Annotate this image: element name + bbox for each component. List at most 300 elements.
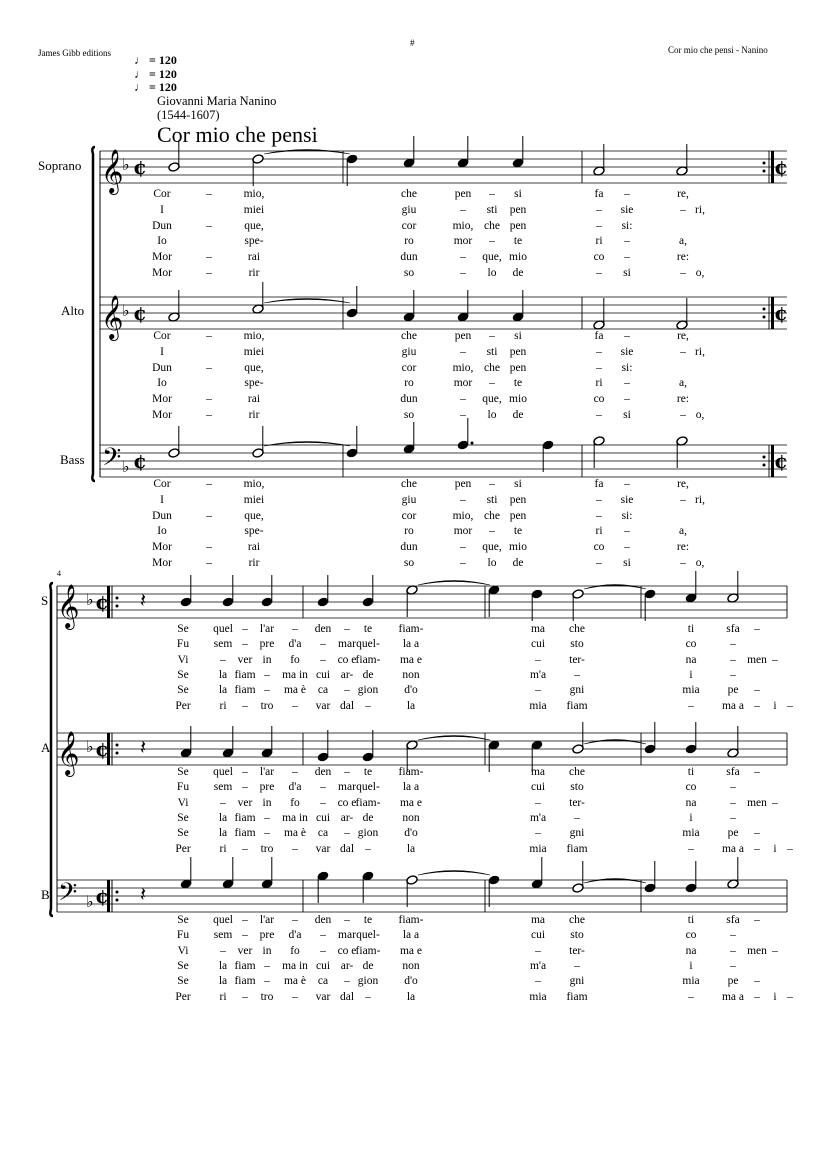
lyric-syllable: sto	[570, 929, 584, 942]
lyric-syllable: sfa	[726, 914, 740, 926]
lyric-syllable: Per	[175, 699, 191, 712]
lyric-syllable: na	[685, 796, 697, 809]
lyric-syllable: la	[218, 668, 228, 681]
lyric-syllable: –	[596, 203, 602, 216]
lyric-syllable: –	[535, 975, 541, 988]
lyric-syllable: pe	[727, 975, 739, 988]
lyric-syllable: mar	[338, 781, 356, 794]
flat-icon: ♭	[122, 457, 130, 476]
lyric-syllable: –	[220, 944, 226, 957]
lyric-syllable: miei	[243, 493, 265, 506]
lyric-syllable: –	[460, 267, 466, 279]
lyric-syllable: fiam-	[398, 766, 424, 778]
tie	[264, 150, 350, 155]
lyric-syllable: Fu	[176, 638, 190, 651]
lyric-syllable: sti	[486, 493, 498, 506]
lyric-syllable: fo	[290, 944, 300, 957]
lyric-syllable: –	[489, 330, 495, 342]
flat-icon: ♭	[122, 301, 130, 320]
lyric-syllable: –	[460, 557, 466, 569]
lyric-syllable: Vi	[177, 653, 189, 666]
lyric-syllable: cui	[315, 959, 331, 972]
tie	[418, 871, 490, 876]
lyric-syllable: quel-	[356, 929, 380, 942]
lyric-syllable: –	[242, 781, 248, 794]
lyric-syllable: si	[623, 409, 631, 421]
lyric-syllable: fa	[594, 478, 604, 490]
lyric-syllable: cor	[401, 219, 417, 232]
lyric-syllable: Mor	[152, 557, 172, 569]
lyric-syllable: –	[242, 638, 248, 651]
lyric-syllable: –	[680, 345, 686, 358]
lyric-syllable: –	[320, 638, 326, 651]
lyric-syllable: ri,	[695, 203, 705, 216]
lyric-syllable: miei	[243, 345, 265, 358]
lyric-syllable: –	[489, 188, 495, 200]
lyric-syllable: –	[754, 914, 760, 926]
lyric-syllable: –	[460, 393, 466, 406]
lyric-syllable: –	[460, 541, 466, 554]
lyric-syllable: si:	[621, 219, 633, 232]
lyric-syllable: –	[754, 990, 760, 1003]
lyric-syllable: i	[689, 959, 693, 972]
lyric-syllable: re:	[676, 251, 690, 264]
lyric-syllable: che	[401, 188, 417, 200]
lyric-syllable: –	[365, 699, 371, 712]
lyric-syllable: d'a	[288, 781, 302, 794]
lyric-syllable: lo	[487, 409, 497, 421]
lyric-syllable: ar-	[340, 668, 354, 681]
lyric-syllable: –	[206, 393, 212, 406]
page-mark: #	[410, 38, 415, 48]
lyric-syllable: sem	[213, 929, 233, 942]
lyric-syllable: de	[362, 668, 374, 681]
lyric-syllable: ma	[530, 766, 546, 778]
lyric-syllable: –	[489, 235, 495, 248]
lyric-syllable: –	[754, 699, 760, 712]
lyric-syllable: Se	[177, 975, 189, 988]
lyric-syllable: fiam	[566, 842, 588, 855]
lyric-syllable: pre	[259, 638, 275, 651]
lyric-syllable: –	[624, 393, 630, 406]
lyric-syllable: pen	[509, 361, 527, 374]
lyric-syllable: sem	[213, 781, 233, 794]
tie	[418, 581, 490, 586]
lyric-syllable: de	[512, 409, 524, 421]
lyric-syllable: –	[206, 330, 212, 342]
lyric-syllable: Se	[177, 914, 189, 926]
lyric-syllable: –	[460, 203, 466, 216]
lyric-syllable: gion	[357, 827, 379, 840]
lyric-syllable: –	[320, 929, 326, 942]
lyric-syllable: –	[730, 811, 736, 824]
lyric-syllable: Io	[157, 235, 167, 248]
lyric-syllable: ma a	[721, 990, 745, 1003]
lyric-syllable: sto	[570, 638, 584, 651]
lyric-syllable: –	[772, 796, 778, 809]
lyric-syllable: pen	[509, 203, 527, 216]
lyric-syllable: la	[218, 684, 228, 697]
lyric-syllable: –	[344, 914, 350, 926]
lyric-syllable: re,	[677, 330, 689, 342]
lyric-syllable: so	[403, 557, 415, 569]
lyric-syllable: che	[569, 914, 585, 926]
lyric-syllable: –	[535, 827, 541, 840]
lyric-syllable: ri,	[695, 493, 705, 506]
lyric-syllable: –	[596, 409, 602, 421]
lyric-syllable: –	[624, 541, 630, 554]
lyric-syllable: ti	[687, 623, 695, 635]
lyric-syllable: sfa	[726, 766, 740, 778]
lyric-syllable: sto	[570, 781, 584, 794]
lyric-syllable: ma e	[399, 944, 423, 957]
lyric-syllable: –	[730, 668, 736, 681]
lyric-syllable: –	[206, 557, 212, 569]
lyric-syllable: Mor	[152, 267, 172, 279]
lyric-syllable: dal	[339, 842, 355, 855]
treble-clef-icon: 𝄞	[57, 731, 80, 775]
lyric-syllable: pre	[259, 781, 275, 794]
lyric-syllable: ma e	[399, 796, 423, 809]
lyric-syllable: cui	[530, 781, 546, 794]
lyric-syllable: ma in	[282, 811, 308, 824]
lyric-syllable: que,	[482, 541, 502, 554]
lyric-syllable: sie	[620, 203, 634, 216]
lyric-syllable: Mor	[152, 251, 172, 264]
lyric-syllable: –	[264, 811, 270, 824]
lyric-syllable: Se	[177, 959, 189, 972]
lyric-syllable: –	[206, 188, 212, 200]
lyric-syllable: i	[773, 842, 777, 855]
lyric-syllable: –	[206, 541, 212, 554]
lyric-syllable: –	[460, 409, 466, 421]
lyric-syllable: te	[363, 623, 373, 635]
lyric-syllable: dun	[400, 541, 418, 554]
lyric-syllable: co e	[337, 796, 357, 809]
lyric-syllable: ri	[219, 990, 227, 1003]
lyric-syllable: fiam-	[398, 914, 424, 926]
lyric-syllable: rir	[248, 409, 260, 421]
lyric-syllable: de	[512, 557, 524, 569]
lyric-syllable: quel-	[356, 781, 380, 794]
lyric-syllable: –	[344, 827, 350, 840]
lyric-syllable: i	[689, 811, 693, 824]
lyric-syllable: mia	[529, 699, 547, 712]
lyric-syllable: gni	[569, 827, 585, 840]
lyric-syllable: co	[593, 251, 605, 264]
lyric-syllable: gni	[569, 975, 585, 988]
lyric-syllable: so	[403, 409, 415, 421]
lyric-syllable: que,	[482, 393, 502, 406]
lyric-syllable: i	[773, 990, 777, 1003]
lyric-syllable: ca	[317, 684, 329, 697]
lyric-syllable: d'o	[404, 975, 418, 988]
instrument-alto: Alto	[61, 303, 85, 318]
lyric-syllable: giu	[401, 493, 417, 506]
lyric-syllable: Fu	[176, 929, 190, 942]
lyric-syllable: –	[460, 345, 466, 358]
lyric-syllable: che	[569, 623, 585, 635]
lyric-syllable: giu	[401, 203, 417, 216]
flat-icon: ♭	[122, 155, 130, 174]
lyric-syllable: –	[320, 796, 326, 809]
lyric-syllable: l'ar	[259, 623, 275, 635]
lyric-syllable: ro	[404, 525, 414, 538]
treble-clef-icon: 𝄞	[57, 584, 80, 628]
lyric-syllable: ar-	[340, 811, 354, 824]
lyric-syllable: sfa	[726, 623, 740, 635]
lyric-syllable: co	[593, 541, 605, 554]
lyric-syllable: –	[292, 842, 298, 855]
lyric-syllable: –	[365, 842, 371, 855]
lyric-syllable: dun	[400, 251, 418, 264]
instrument-a-short: A	[41, 740, 51, 755]
instrument-soprano: Soprano	[38, 158, 82, 173]
lyric-syllable: i	[773, 699, 777, 712]
lyric-syllable: o,	[695, 409, 705, 421]
lyric-syllable: mio,	[452, 509, 474, 522]
lyric-syllable: non	[402, 959, 420, 972]
lyric-syllable: te	[363, 914, 373, 926]
lyric-syllable: ar-	[340, 959, 354, 972]
lyric-syllable: –	[680, 409, 686, 421]
lyric-syllable: ma in	[282, 668, 308, 681]
staff-alto-2	[57, 733, 787, 765]
lyric-syllable: mio	[509, 393, 527, 406]
tie	[264, 299, 350, 304]
lyric-syllable: fiam	[566, 990, 588, 1003]
lyric-syllable: Se	[177, 766, 189, 778]
lyric-syllable: –	[680, 493, 686, 506]
lyric-syllable: fiam-	[398, 623, 424, 635]
lyric-syllable: men	[747, 796, 767, 809]
lyric-syllable: pen	[509, 345, 527, 358]
lyric-syllable: den	[314, 914, 332, 926]
lyric-syllable: fiam	[566, 699, 588, 712]
lyric-syllable: Io	[157, 525, 167, 538]
lyric-syllable: i	[689, 668, 693, 681]
tempo-mark: ♩ = 120	[134, 80, 177, 94]
lyric-syllable: –	[596, 219, 602, 232]
lyric-syllable: lo	[487, 557, 497, 569]
treble-clef-icon: 𝄞	[101, 149, 124, 193]
lyric-syllable: o,	[695, 267, 705, 279]
cut-time-icon: ¢	[95, 590, 109, 614]
tie	[584, 585, 646, 590]
lyric-syllable: –	[624, 478, 630, 490]
lyric-syllable: Se	[177, 827, 189, 840]
lyric-syllable: quel	[213, 623, 233, 635]
lyric-syllable: l'ar	[259, 766, 275, 778]
lyric-syllable: –	[596, 345, 602, 358]
lyric-syllable: Dun	[152, 219, 172, 232]
lyric-syllable: non	[402, 811, 420, 824]
staff-bass-1	[100, 445, 787, 477]
lyric-syllable: dal	[339, 990, 355, 1003]
lyric-syllable: mar	[338, 638, 356, 651]
lyric-syllable: che	[484, 219, 500, 232]
lyric-syllable: gni	[569, 684, 585, 697]
lyric-syllable: la a	[402, 929, 420, 942]
lyric-syllable: I	[160, 203, 164, 216]
lyric-syllable: –	[460, 251, 466, 264]
lyric-syllable: d'o	[404, 684, 418, 697]
lyric-syllable: –	[680, 267, 686, 279]
lyric-syllable: pre	[259, 929, 275, 942]
lyric-syllable: –	[535, 684, 541, 697]
lyric-syllable: que,	[244, 219, 264, 232]
bass-clef-icon: 𝄢	[58, 878, 78, 913]
lyric-syllable: si	[514, 188, 522, 200]
lyric-syllable: –	[220, 653, 226, 666]
instrument-bass: Bass	[60, 452, 85, 467]
lyric-syllable: cor	[401, 361, 417, 374]
lyric-syllable: –	[242, 990, 248, 1003]
system-bracket-2	[50, 583, 57, 916]
lyric-syllable: mia	[529, 842, 547, 855]
lyric-syllable: m'a	[529, 668, 547, 681]
lyric-syllable: –	[535, 944, 541, 957]
lyric-syllable: –	[680, 557, 686, 569]
lyric-syllable: –	[344, 684, 350, 697]
tempo-mark: ♩ = 120	[134, 53, 177, 67]
lyric-syllable: ma a	[721, 699, 745, 712]
lyric-syllable: ter-	[569, 944, 585, 957]
lyric-syllable: –	[206, 361, 212, 374]
lyric-syllable: Per	[175, 842, 191, 855]
lyric-syllable: ma e	[399, 653, 423, 666]
lyric-syllable: men	[747, 653, 767, 666]
lyric-syllable: –	[596, 509, 602, 522]
lyric-syllable: la	[406, 990, 416, 1003]
lyric-syllable: cui	[315, 811, 331, 824]
lyric-syllable: –	[242, 766, 248, 778]
lyric-syllable: fo	[290, 653, 300, 666]
lyric-syllable: ca	[317, 975, 329, 988]
lyric-syllable: la a	[402, 781, 420, 794]
lyric-syllable: –	[754, 766, 760, 778]
lyric-syllable: Cor	[153, 188, 171, 200]
lyric-syllable: ro	[404, 235, 414, 248]
lyric-syllable: la	[406, 842, 416, 855]
lyric-syllable: –	[624, 377, 630, 390]
lyric-syllable: cui	[315, 668, 331, 681]
lyric-syllable: a,	[679, 235, 687, 248]
lyric-syllable: –	[535, 653, 541, 666]
lyric-syllable: –	[489, 478, 495, 490]
tie	[418, 736, 490, 741]
lyric-syllable: –	[754, 623, 760, 635]
cut-time-icon: ¢	[133, 155, 147, 179]
lyric-syllable: l'ar	[259, 914, 275, 926]
lyric-syllable: mia	[682, 975, 700, 988]
lyric-syllable: mio,	[452, 219, 474, 232]
lyric-syllable: –	[264, 668, 270, 681]
lyric-syllable: mio,	[243, 188, 265, 200]
lyric-syllable: si	[514, 330, 522, 342]
lyric-syllable: –	[680, 203, 686, 216]
lyric-syllable: –	[320, 944, 326, 957]
lyric-syllable: –	[688, 842, 694, 855]
lyric-syllable: –	[730, 653, 736, 666]
lyric-syllable: ma è	[283, 975, 307, 988]
lyric-syllable: –	[688, 990, 694, 1003]
lyric-syllable: var	[315, 990, 331, 1003]
lyric-syllable: mio,	[243, 478, 265, 490]
lyric-syllable: ver	[237, 944, 253, 957]
lyric-syllable: Dun	[152, 509, 172, 522]
lyric-syllable: –	[242, 623, 248, 635]
lyric-syllable: ter-	[569, 653, 585, 666]
cut-time-icon: ¢	[133, 301, 147, 325]
quarter-rest-icon: 𝄽	[140, 588, 147, 612]
lyric-syllable: re,	[677, 188, 689, 200]
lyric-syllable: var	[315, 842, 331, 855]
lyric-syllable: ti	[687, 914, 695, 926]
lyric-syllable: Per	[175, 990, 191, 1003]
lyric-syllable: de	[362, 811, 374, 824]
lyric-syllable: a,	[679, 525, 687, 538]
lyric-syllable: non	[402, 668, 420, 681]
composer-dates: (1544-1607)	[157, 108, 220, 122]
lyric-syllable: –	[754, 827, 760, 840]
lyric-syllable: fiam	[234, 811, 256, 824]
lyric-syllable: si:	[621, 509, 633, 522]
lyric-syllable: sem	[213, 638, 233, 651]
instrument-b-short: B	[41, 887, 50, 902]
running-title: Cor mio che pensi - Nanino	[668, 45, 768, 55]
lyric-syllable: –	[206, 478, 212, 490]
lyric-syllable: –	[730, 638, 736, 651]
lyric-syllable: mio	[509, 541, 527, 554]
lyric-syllable: –	[344, 623, 350, 635]
lyric-syllable: la	[218, 975, 228, 988]
lyric-syllable: ro	[404, 377, 414, 390]
lyric-syllable: o,	[695, 557, 705, 569]
lyric-syllable: spe-	[244, 235, 264, 248]
cut-time-icon: ¢	[133, 449, 147, 473]
lyric-syllable: ri,	[695, 345, 705, 358]
lyric-syllable: d'o	[404, 827, 418, 840]
lyric-syllable: –	[264, 827, 270, 840]
lyric-syllable: sie	[620, 493, 634, 506]
lyric-syllable: so	[403, 267, 415, 279]
treble-clef-icon: 𝄞	[101, 295, 124, 339]
lyric-syllable: –	[206, 219, 212, 232]
lyric-syllable: fiam-	[355, 944, 381, 957]
lyric-syllable: fa	[594, 188, 604, 200]
lyric-syllable: Mor	[152, 393, 172, 406]
lyric-syllable: d'a	[288, 929, 302, 942]
lyric-syllable: ma è	[283, 684, 307, 697]
lyric-syllable: Se	[177, 623, 189, 635]
lyric-syllable: –	[787, 990, 793, 1003]
lyric-syllable: ri	[219, 699, 227, 712]
composer-name: Giovanni Maria Nanino	[157, 94, 277, 108]
lyric-syllable: la	[406, 699, 416, 712]
lyric-syllable: ca	[317, 827, 329, 840]
lyric-syllable: Io	[157, 377, 167, 390]
lyric-syllable: Mor	[152, 409, 172, 421]
lyric-syllable: Cor	[153, 330, 171, 342]
publisher-label: James Gibb editions	[38, 48, 111, 58]
lyric-syllable: te	[513, 377, 523, 390]
lyric-syllable: ma è	[283, 827, 307, 840]
lyric-syllable: mio	[509, 251, 527, 264]
staff-soprano-2	[57, 586, 787, 618]
lyric-syllable: che	[569, 766, 585, 778]
lyric-syllable: men	[747, 944, 767, 957]
